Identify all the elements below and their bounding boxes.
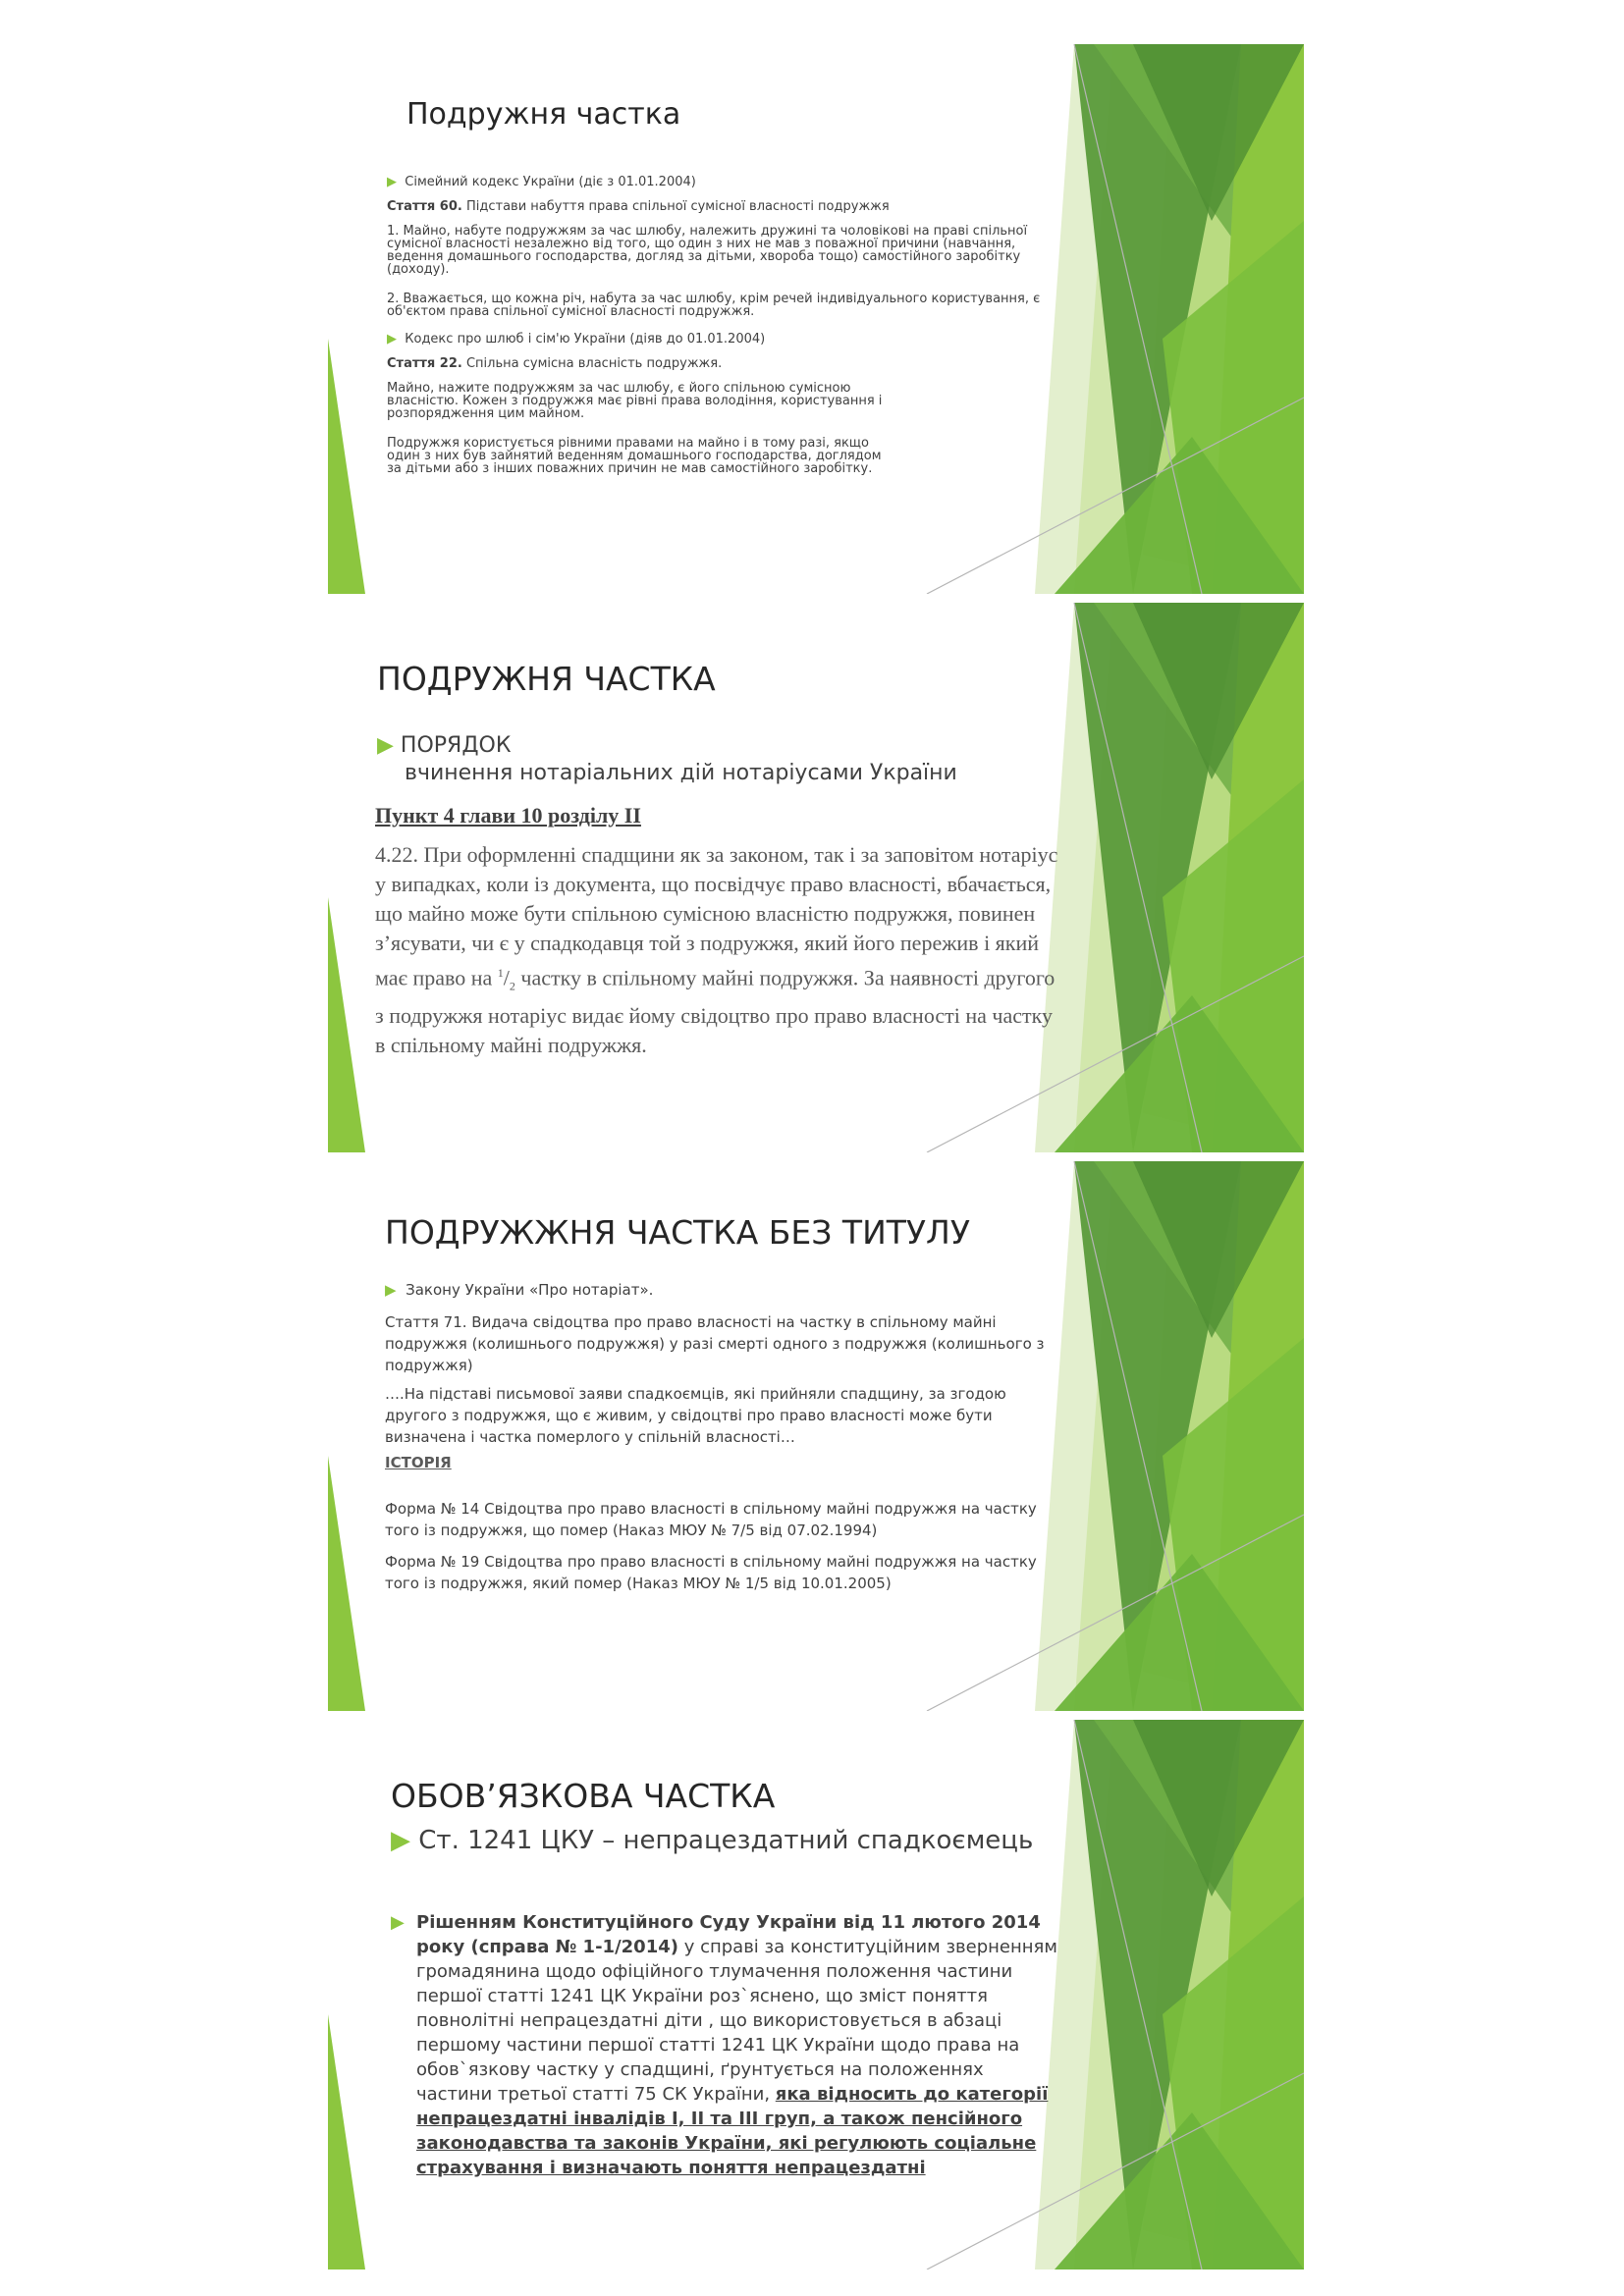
slide-4 bbox=[328, 1720, 1304, 2269]
paragraph: Форма № 19 Свідоцтва про право власності в спільному майні подружжя на частку того із подружжя, який помер (Наказ МЮУ № 1/5 від 10.01.2005) bbox=[385, 1553, 1037, 1592]
slide-title: Подружня частка bbox=[406, 97, 681, 132]
paragraph: 2. Вважається, що кожна річ, набута за час шлюбу, крім речей індивідуального користування, є об'єктом права спільної сумісної власності подружжя. bbox=[387, 292, 1041, 319]
arrow-bullet-icon: ▶ bbox=[377, 733, 394, 758]
slide-title: ОБОВ’ЯЗКОВА ЧАСТКА bbox=[391, 1777, 776, 1815]
arrow-bullet-icon: ▶ bbox=[391, 1912, 405, 1933]
slide-title: ПОДРУЖЖНЯ ЧАСТКА БЕЗ ТИТУЛУ bbox=[385, 1213, 970, 1252]
slide-1 bbox=[328, 44, 1304, 594]
history-heading: ІСТОРІЯ bbox=[385, 1454, 452, 1471]
arrow-bullet-icon: ▶ bbox=[387, 332, 397, 347]
slide-title: ПОДРУЖНЯ ЧАСТКА bbox=[377, 660, 716, 698]
body-paragraph: Рішенням Конституційного Суду України від 11 лютого 2014 року (справа № 1-1/2014) у справі за конституційним зверненням громадянина щодо офіційного тлумачення положення частини першої статті 1241 ЦК України роз`яснено, що зміст поняття повнолітні непрацездатні діти , що використовується в абзаці першому частини першої статті 1241 ЦК України щодо права на обов`язкову частку у спадщині, ґрунтується на положеннях частини третьої статті 75 СК України, яка відносить до категорії непрацездатні інвалідів І, ІІ та ІІІ груп, а також пенсійного законодавства та законів України, які регулюють соціальне страхування і визначають поняття непрацездатні bbox=[416, 1912, 1057, 2178]
arrow-bullet-icon: ▶ bbox=[391, 1826, 410, 1855]
paragraph: Подружжя користується рівними правами на майно і в тому разі, якщо один з них був зайнятий веденням домашнього господарства, доглядом за дітьми або з інших поважних причин не мав самостійного заробітку. bbox=[387, 436, 882, 476]
arrow-bullet-icon: ▶ bbox=[387, 175, 397, 189]
bullet-item: ▶ Ст. 1241 ЦКУ – непрацездатний спадкоємець bbox=[391, 1826, 1034, 1855]
section-subhead: Пункт 4 глави 10 розділу II bbox=[375, 803, 641, 828]
bullet-item: ▶ ПОРЯДОК вчинення нотаріальних дій нотаріусами України bbox=[377, 733, 957, 785]
paragraph: Стаття 71. Видача свідоцтва про право власності на частку в спільному майні подружжя (колишнього подружжя) у разі смерті одного з подружжя (колишнього з подружжя) bbox=[385, 1313, 1045, 1374]
bullet-item: ▶ Закону України «Про нотаріат». bbox=[385, 1281, 654, 1299]
paragraph: ….На підставі письмової заяви спадкоємців, які прийняли спадщину, за згодою другого з подружжя, що є живим, у свідоцтві про право власності може бути визначена і частка померлого у спільній власності… bbox=[385, 1385, 1006, 1446]
arrow-bullet-icon: ▶ bbox=[385, 1281, 397, 1299]
paragraph: Форма № 14 Свідоцтва про право власності в спільному майні подружжя на частку того із подружжя, що помер (Наказ МЮУ № 7/5 від 07.02.1994) bbox=[385, 1500, 1037, 1539]
paragraph: 1. Майно, набуте подружжям за час шлюбу, належить дружині та чоловікові на праві спільної сумісної власності незалежно від того, що один з них не мав з поважної причини (навчання, ведення домашнього господарства, догляд за дітьми, хвороба тощо) самостійного заробітку (доходу). bbox=[387, 224, 1028, 277]
slide-2 bbox=[328, 603, 1304, 1152]
article-heading: Стаття 60. Підстави набуття права спільної сумісної власності подружжя bbox=[387, 199, 890, 214]
paragraph: Майно, нажите подружжям за час шлюбу, є його спільною сумісною власністю. Кожен з подружжя має рівні права володіння, користування і розпорядження цим майном. bbox=[387, 381, 883, 421]
slide-3 bbox=[328, 1161, 1304, 1711]
bullet-item: ▶ Кодекс про шлюб і сім'ю України (діяв до 01.01.2004) bbox=[387, 332, 766, 347]
body-paragraph: 4.22. При оформленні спадщини як за законом, так і за заповітом нотаріус у випадках, коли із документа, що посвідчує право власності, вбачається, що майно може бути спільною сумісною власністю подружжя, повинен з’ясувати, чи є у спадкодавця той з подружжя, який його пережив і який має право на $^1/_2$ частку в спільному майні подружжя. За наявності другого з подружжя нотаріус видає йому свідоцтво про право власності на частку в спільному майні подружжя. bbox=[375, 842, 1058, 1057]
bullet-item: ▶ Сімейний кодекс України (діє з 01.01.2004) bbox=[387, 175, 696, 189]
article-heading: Стаття 22. Спільна сумісна власність подружжя. bbox=[387, 356, 723, 371]
